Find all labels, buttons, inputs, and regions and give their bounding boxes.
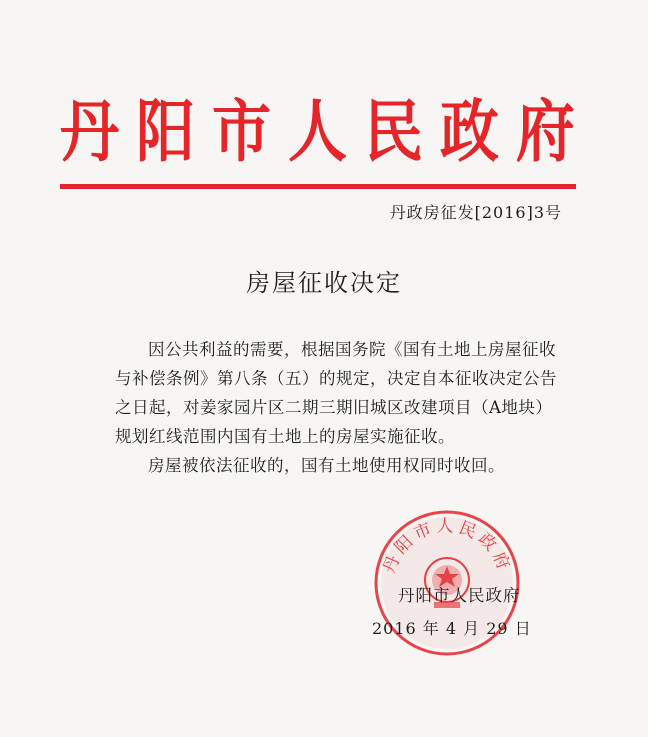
issuing-organization-title xyxy=(60,92,575,172)
title-char: 政 xyxy=(439,91,499,172)
body-line: 因公共利益的需要，根据国务院《国有土地上房屋征收 xyxy=(148,340,556,359)
document-heading: 房屋征收决定 xyxy=(246,269,402,297)
body-line: 规划红线范围内国有土地上的房屋实施征收。 xyxy=(115,427,455,446)
paragraph-2 xyxy=(115,451,585,480)
document-body xyxy=(115,335,585,480)
document-number: 丹政房征发[2016]3号 xyxy=(389,203,562,222)
title-char: 阳 xyxy=(135,91,195,172)
title-char: 民 xyxy=(363,91,423,172)
body-line: 之日起，对姜家园片区二期三期旧城区改建项目（A地块） xyxy=(115,398,553,417)
paragraph-1 xyxy=(115,335,585,451)
title-char: 人 xyxy=(287,91,347,172)
title-char: 丹 xyxy=(60,91,120,172)
body-line: 房屋被依法征收的，国有土地使用权同时收回。 xyxy=(148,456,505,475)
red-divider-line xyxy=(60,184,576,189)
body-line: 与补偿条例》第八条（五）的规定，决定自本征收决定公告 xyxy=(115,369,557,388)
title-char: 府 xyxy=(515,91,575,172)
signing-date: 2016 年 4 月 29 日 xyxy=(372,619,532,638)
title-char: 市 xyxy=(211,91,271,172)
seal-text: 丹阳市人民政府 xyxy=(379,516,515,577)
signing-organization: 丹阳市人民政府 xyxy=(398,586,521,605)
